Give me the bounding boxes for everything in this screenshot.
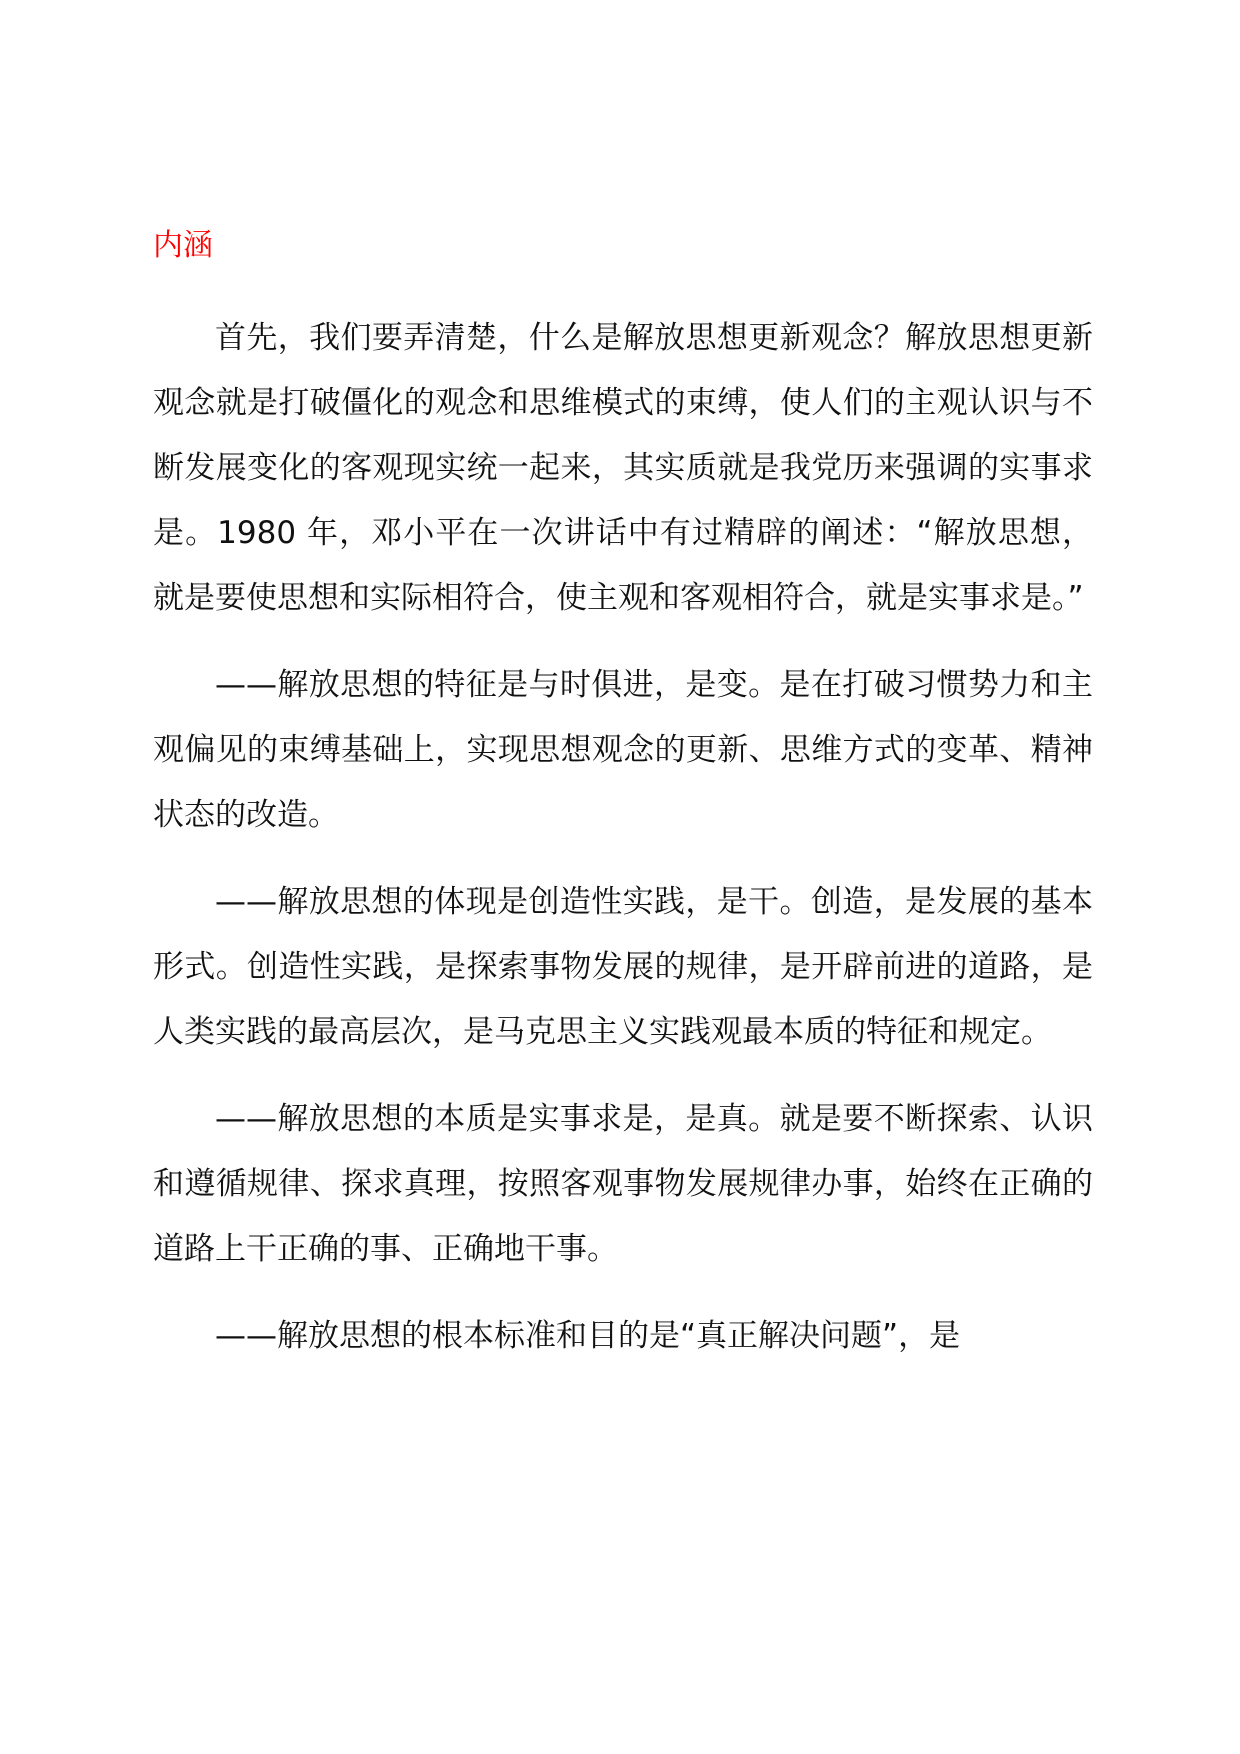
document-body [153,222,1093,1391]
section-heading: 内涵 [153,228,213,263]
paragraph-2: ——解放思想的特征是与时俱进，是变。是在打破习惯势力和主观偏见的束缚基础上，实现思想观念的更新、思维方式的变革、精神状态的改造。 [153,667,1093,833]
paragraph-3: ——解放思想的体现是创造性实践，是干。创造，是发展的基本形式。创造性实践，是探索事物发展的规律，是开辟前进的道路，是人类实践的最高层次，是马克思主义实践观最本质的特征和规定。 [153,884,1093,1050]
paragraph-5: ——解放思想的根本标准和目的是“真正解决问题”，是 [215,1318,961,1354]
paragraph-4: ——解放思想的本质是实事求是，是真。就是要不断探索、认识和遵循规律、探求真理，按照客观事物发展规律办事，始终在正确的道路上干正确的事、正确地干事。 [153,1101,1093,1267]
paragraph-1: 首先，我们要弄清楚，什么是解放思想更新观念？解放思想更新观念就是打破僵化的观念和思维模式的束缚，使人们的主观认识与不断发展变化的客观现实统一起来，其实质就是我党历来强调的实事求是。1980 年，邓小平在一次讲话中有过精辟的阐述：“解放思想，就是要使思想和实际相符合，使主观和客观相符合，就是实事求是。” [153,320,1093,616]
